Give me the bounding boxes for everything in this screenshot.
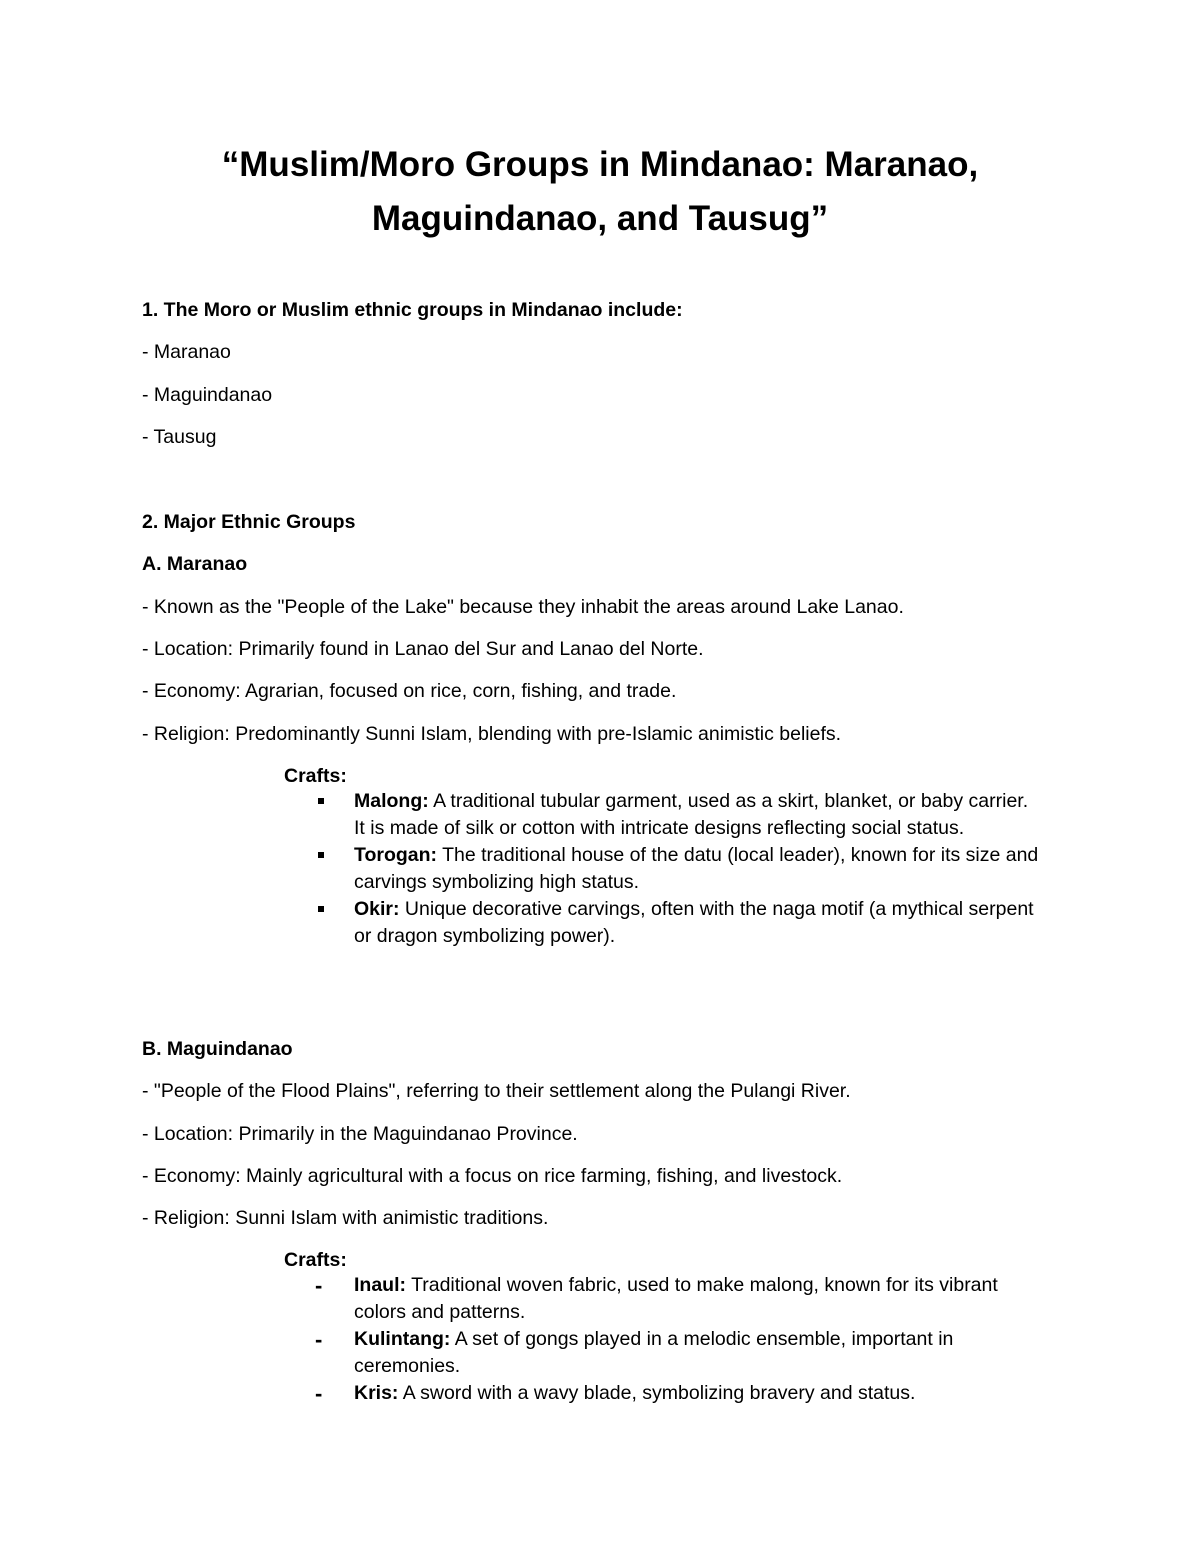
maranao-crafts-label: Crafts: <box>284 765 347 787</box>
maguindanao-location-line: - Location: Primarily in the Maguindanao Province. <box>142 1123 578 1145</box>
maguindanao-economy-line: - Economy: Mainly agricultural with a focus on rice farming, fishing, and livestock. <box>142 1165 843 1187</box>
craft-term: Malong: <box>354 790 429 812</box>
group-list-item: - Maguindanao <box>142 384 273 406</box>
craft-description: Unique decorative carvings, often with the naga motif (a mythical serpent or dragon symbolizing power). <box>354 898 1034 947</box>
square-bullet-icon <box>318 798 324 804</box>
craft-description: A sword with a wavy blade, symbolizing bravery and status. <box>398 1382 916 1404</box>
maranao-crafts-list <box>314 788 1044 950</box>
group-list-item: - Tausug <box>142 426 217 448</box>
maguindanao-religion-line: - Religion: Sunni Islam with animistic traditions. <box>142 1207 549 1229</box>
square-bullet-icon <box>318 906 324 912</box>
craft-description: The traditional house of the datu (local leader), known for its size and carvings symbolizing high status. <box>354 844 1039 893</box>
dash-bullet-icon: - <box>315 1273 323 1298</box>
maguindanao-heading: B. Maguindanao <box>142 1038 293 1060</box>
maguindanao-description-line: - "People of the Flood Plains", referring to their settlement along the Pulangi River. <box>142 1080 851 1102</box>
craft-term: Okir: <box>354 898 400 920</box>
maguindanao-crafts-list <box>314 1272 1044 1407</box>
craft-term: Torogan: <box>354 844 438 866</box>
maranao-economy-line: - Economy: Agrarian, focused on rice, corn, fishing, and trade. <box>142 680 677 702</box>
section-2-heading: 2. Major Ethnic Groups <box>142 511 356 533</box>
craft-description: A traditional tubular garment, used as a skirt, blanket, or baby carrier. It is made of silk or cotton with intricate designs reflecting social status. <box>354 790 1029 839</box>
document-title <box>100 138 1100 246</box>
list-item <box>314 842 1044 896</box>
craft-description: Traditional woven fabric, used to make malong, known for its vibrant colors and patterns. <box>354 1274 998 1323</box>
craft-term: Kulintang: <box>354 1328 451 1350</box>
square-bullet-icon <box>318 852 324 858</box>
dash-bullet-icon: - <box>315 1327 323 1352</box>
maranao-location-line: - Location: Primarily found in Lanao del Sur and Lanao del Norte. <box>142 638 704 660</box>
title-line-2: Maguindanao, and Tausug” <box>371 199 829 238</box>
group-list-item: - Maranao <box>142 341 231 363</box>
maranao-heading: A. Maranao <box>142 553 248 575</box>
maguindanao-crafts-label: Crafts: <box>284 1249 347 1271</box>
craft-description: A set of gongs played in a melodic ensemble, important in ceremonies. <box>354 1328 954 1377</box>
maranao-description-line: - Known as the "People of the Lake" because they inhabit the areas around Lake Lanao. <box>142 596 904 618</box>
list-item <box>314 788 1044 842</box>
dash-bullet-icon: - <box>315 1381 323 1406</box>
list-item <box>314 1326 1044 1380</box>
maranao-religion-line: - Religion: Predominantly Sunni Islam, blending with pre-Islamic animistic beliefs. <box>142 723 842 745</box>
title-line-1: “Muslim/Moro Groups in Mindanao: Maranao, <box>221 145 979 184</box>
list-item <box>314 1272 1044 1326</box>
section-1-heading: 1. The Moro or Muslim ethnic groups in Mindanao include: <box>142 299 683 321</box>
craft-term: Inaul: <box>354 1274 406 1296</box>
list-item <box>314 896 1044 950</box>
list-item <box>314 1380 1044 1407</box>
craft-term: Kris: <box>354 1382 399 1404</box>
